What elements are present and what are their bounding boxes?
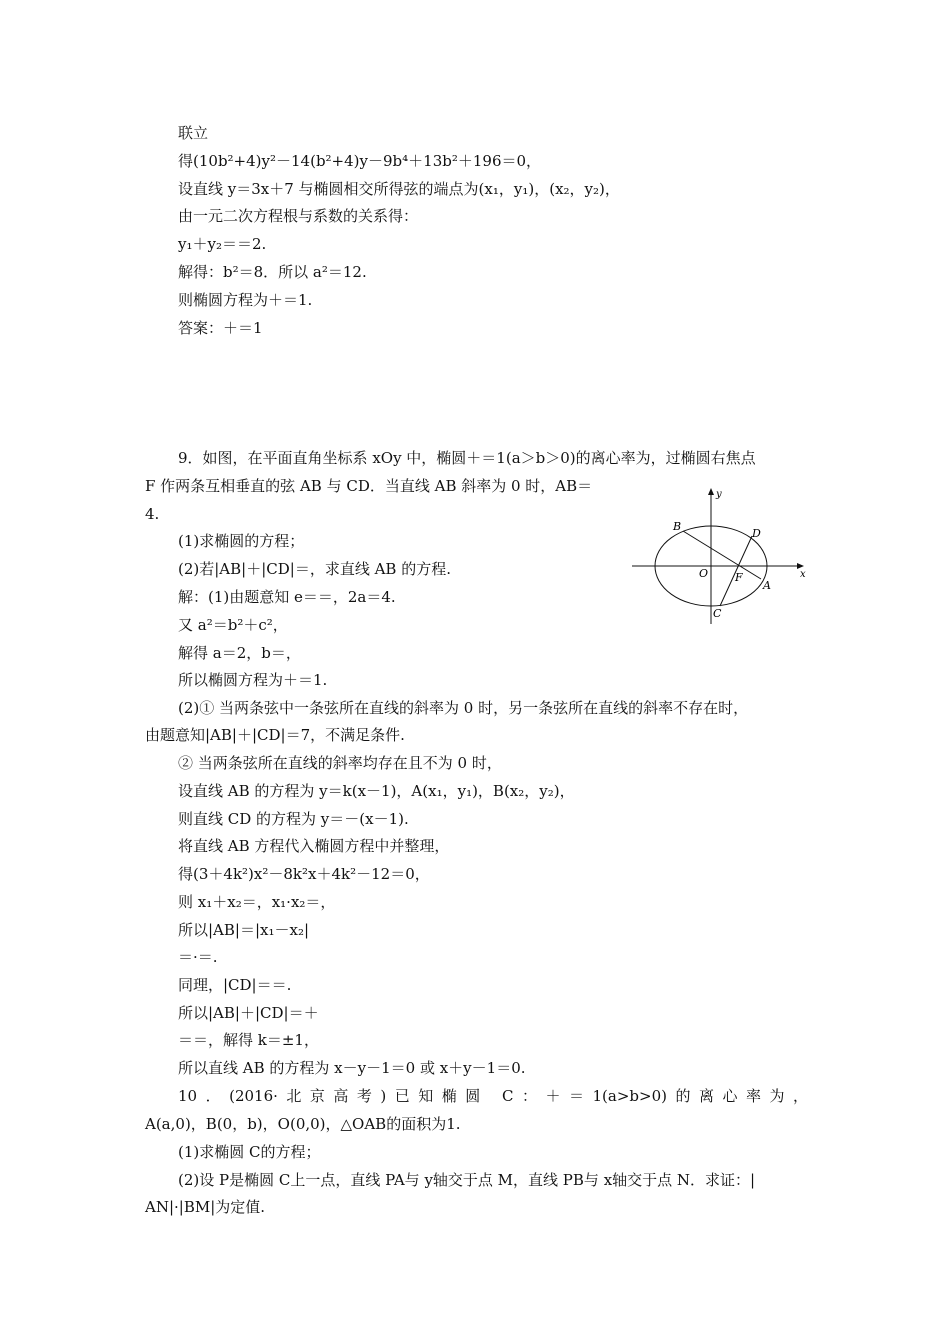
label-x: x	[800, 569, 806, 580]
text-line: y₁＋y₂＝＝2.	[178, 235, 267, 253]
text-line: 解得：b²＝8．所以 a²＝12.	[178, 263, 367, 281]
question-9-sub: (2)若|AB|＋|CD|＝，求直线 AB 的方程.	[178, 560, 451, 578]
solution-line: 由题意知|AB|＋|CD|＝7，不满足条件.	[145, 726, 405, 744]
solution-line: 设直线 AB 的方程为 y＝k(x－1)，A(x₁，y₁)，B(x₂，y₂)，	[178, 782, 575, 800]
solution-line: 解：(1)由题意知 e＝＝，2a＝4.	[178, 588, 396, 606]
y-axis-arrow	[708, 488, 714, 495]
question-9-line: F 作两条互相垂直的弦 AB 与 CD．当直线 AB 斜率为 0 时，AB＝	[145, 477, 593, 495]
solution-line: 则直线 CD 的方程为 y＝－(x－1).	[178, 810, 409, 828]
label-y: y	[716, 489, 722, 500]
label-a: A	[763, 579, 771, 592]
solution-line: 所以|AB|＋|CD|＝＋	[178, 1004, 319, 1022]
text-line: 由一元二次方程根与系数的关系得：	[178, 207, 419, 225]
label-c: C	[713, 607, 722, 620]
ellipse-figure	[628, 484, 812, 630]
question-10-sub: (2)设 P是椭圆 C上一点，直线 PA与 y轴交于点 M，直线 PB与 x轴交于点 N．求证：|	[178, 1171, 756, 1189]
text-line: 联立	[178, 124, 209, 142]
label-b: B	[673, 520, 682, 533]
solution-line: 又 a²＝b²＋c²，	[178, 616, 288, 634]
answer-line: 答案：＋＝1	[178, 319, 263, 337]
solution-line: (2)① 当两条弦中一条弦所在直线的斜率为 0 时，另一条弦所在直线的斜率不存在时，	[178, 699, 749, 717]
question-9-line: 4.	[145, 505, 160, 523]
solution-line: ＝＝，解得 k＝±1，	[178, 1031, 319, 1049]
solution-line: 所以直线 AB 的方程为 x－y－1＝0 或 x＋y－1＝0.	[178, 1059, 526, 1077]
text-line: 得(10b²+4)y²－14(b²+4)y－9b⁴＋13b²＋196＝0，	[178, 152, 542, 170]
solution-line: 解得 a＝2，b＝，	[178, 644, 301, 662]
solution-line: ＝·＝.	[178, 948, 218, 966]
text-line: 则椭圆方程为＋＝1.	[178, 291, 313, 309]
solution-line: 所以椭圆方程为＋＝1.	[178, 671, 328, 689]
question-10-sub: (1)求椭圆 C的方程；	[178, 1143, 321, 1161]
question-10-sub: AN|·|BM|为定值.	[145, 1198, 266, 1216]
chord-ab	[683, 531, 761, 579]
question-10-line: A(a,0)，B(0，b)，O(0,0)，△OAB的面积为1.	[145, 1115, 461, 1133]
label-f: F	[735, 571, 743, 584]
solution-line: 所以|AB|＝|x₁－x₂|	[178, 921, 310, 939]
solution-line: 将直线 AB 方程代入椭圆方程中并整理，	[178, 837, 450, 855]
solution-line: ② 当两条弦所在直线的斜率均存在且不为 0 时，	[178, 754, 502, 772]
solution-line: 得(3＋4k²)x²－8k²x＋4k²－12＝0，	[178, 865, 430, 883]
text-line: 设直线 y＝3x＋7 与椭圆相交所得弦的端点为(x₁，y₁)，(x₂，y₂)，	[178, 180, 620, 198]
question-10-line: 10．(2016·北京高考)已知椭圆 C：＋＝1(a>b>0)的离心率为，	[178, 1087, 808, 1105]
label-d: D	[752, 527, 761, 540]
question-9-sub: (1)求椭圆的方程；	[178, 532, 305, 550]
solution-line: 则 x₁＋x₂＝，x₁·x₂＝，	[178, 893, 336, 911]
label-o: O	[699, 567, 709, 580]
question-9-line: 9．如图，在平面直角坐标系 xOy 中，椭圆＋＝1(a＞b＞0)的离心率为，过椭圆右焦点	[178, 449, 756, 467]
solution-line: 同理，|CD|＝＝.	[178, 976, 292, 994]
